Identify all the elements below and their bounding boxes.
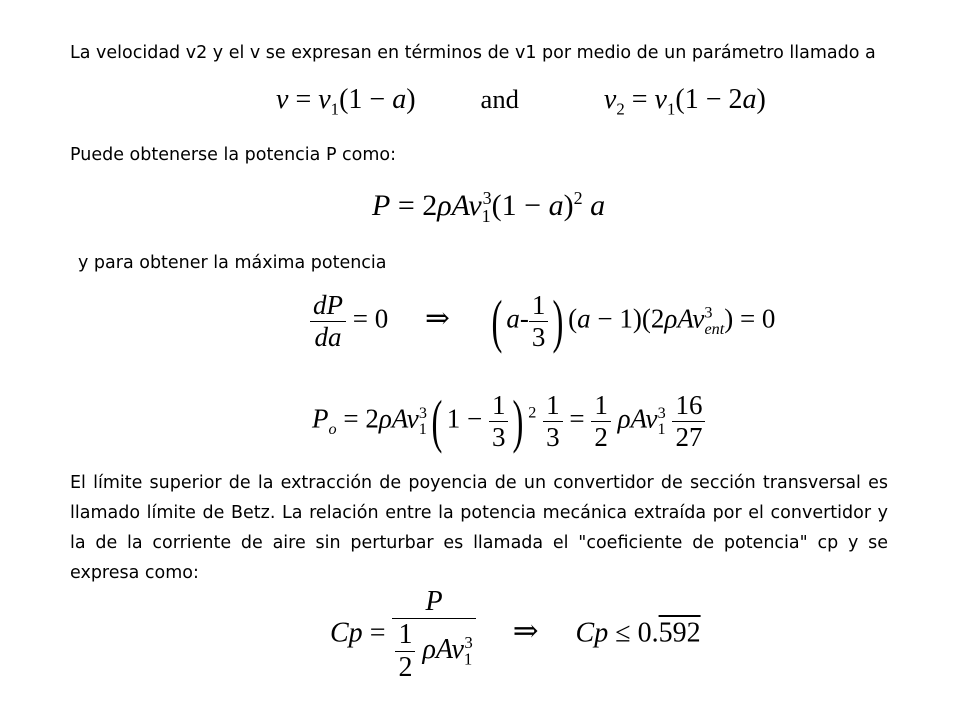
equation-derivative: $\frac{dP}{da}$ = 0 ⇒ ( a- $\frac{1}{3}$ ) (a − 1)(2ρAv$^3_{ent}$) = 0 <box>310 290 775 353</box>
paragraph-power-intro: Puede obtenerse la potencia P como: <box>70 145 397 165</box>
equation-power: $P = 2\rho Av_1^3(1 - a)^2$ a <box>372 188 606 226</box>
fraction-one-third: $\frac{1}{3}$ <box>529 290 549 353</box>
paragraph-betz-limit: El límite superior de la extracción de poyencia de un convertidor de sección transversal es llamado límite de Betz. La relación entre la potencia mecánica extraída por el convertidor y la de la corriente de aire sin perturbar es llamada el "coeficiente de potencia" cp y se expresa como: <box>70 473 888 583</box>
equation-power-coefficient: Cp = P $\frac{1}{2}$ ρAv$_1^3$ ⇒ Cp ≤ 0.592 <box>330 586 701 683</box>
equation-velocities: $v = v_1(1 - a)$ and $v_2 = v_1(1 - 2a)$ <box>276 84 766 119</box>
fraction-one-third-c: $\frac{1}{3}$ <box>543 390 563 453</box>
implies-arrow-2: ⇒ <box>512 614 539 649</box>
implies-arrow: ⇒ <box>424 302 450 335</box>
paragraph-max-power: y para obtener la máxima potencia <box>78 253 387 273</box>
fraction-sixteen-27: $\frac{16}{27}$ <box>672 390 705 453</box>
equation-max-power: $P_o = 2\rho Av_1^3$( 1 − $\frac{1}{3}$ ) $^2$ $\frac{1}{3}$ = $\frac{1}{2}$ ρAv$_1^3$ $\frac{16}{27}$ <box>312 390 705 453</box>
paragraph-velocity: La velocidad v2 y el v se expresan en términos de v1 por medio de un parámetro llamado a <box>70 43 876 63</box>
fraction-power-coefficient: P $\frac{1}{2}$ ρAv$_1^3$ <box>392 586 475 684</box>
fraction-one-half: $\frac{1}{2}$ <box>591 390 611 453</box>
equation-connector: and <box>480 84 519 114</box>
fraction-one-third-b: $\frac{1}{3}$ <box>489 390 509 453</box>
fraction-dp-da: $\frac{dP}{da}$ <box>310 290 346 353</box>
